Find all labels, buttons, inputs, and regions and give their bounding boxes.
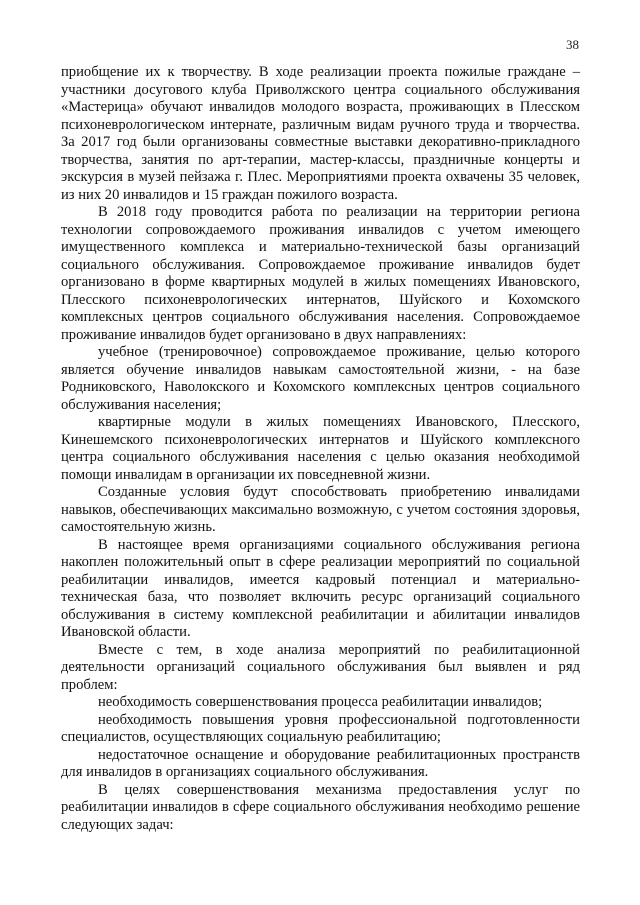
paragraph-supported-living-2018: В 2018 году проводится работа по реализации на территории региона технологии сопровождаемого проживания инвалидов с учетом имеющего имущественного комплекса и материально-технической базы организаций социального обслуживания. Сопровождаемое проживание инвалидов будет организовано в форме квартирных модулей в жилых помещениях Ивановского, Плесского психоневрологических интернатов, Шуйского и Кохомского комплексных центров социального обслуживания населения. Сопровождаемое проживание инвалидов будет организовано в двух направлениях: [61, 204, 580, 343]
paragraph-tasks-intro: В целях совершенствования механизма предоставления услуг по реабилитации инвалидов в сфере социального обслуживания необходимо решение следующих задач: [61, 781, 580, 833]
paragraph-apartment-modules: квартирные модули в жилых помещениях Ивановского, Плесского, Кинешемского психоневрологических интернатов и Шуйского комплексного центра социального обслуживания населения с целью оказания необходимой помощи инвалидам в организации их повседневной жизни. [61, 414, 580, 483]
document-body [61, 64, 580, 834]
paragraph-project-continuation: приобщение их к творчеству. В ходе реализации проекта пожилые граждане – участники досугового клуба Приволжского центра социального обслуживания «Мастерица» обучают инвалидов молодого возраста, проживающих в Плесском психоневрологическом интернате, различным видам ручного труда и творчества. За 2017 год были организованы совместные выставки декоративно-прикладного творчества, занятия по арт-терапии, мастер-классы, праздничные концерты и экскурсия в музей пейзажа г. Плес. Мероприятиями проекта охвачены 35 человек, из них 20 инвалидов и 15 граждан пожилого возраста. [61, 64, 580, 203]
paragraph-created-conditions: Созданные условия будут способствовать приобретению инвалидами навыков, обеспечивающих максимально возможную, с учетом состояния здоровья, самостоятельную жизнь. [61, 484, 580, 535]
page-number: 38 [566, 37, 579, 52]
paragraph-problems-intro: Вместе с тем, в ходе анализа мероприятий по реабилитационной деятельности организаций социального обслуживания был выявлен и ряд проблем: [61, 641, 580, 693]
paragraph-problem-staff-training: необходимость повышения уровня профессиональной подготовленности специалистов, осуществляющих социальную реабилитацию; [61, 711, 580, 745]
paragraph-training-living: учебное (тренировочное) сопровождаемое проживание, целью которого является обучение инвалидов навыкам самостоятельной жизни, - на базе Родниковского, Наволокского и Кохомского комплексных центров социального обслуживания населения; [61, 344, 580, 413]
paragraph-current-experience: В настоящее время организациями социального обслуживания региона накоплен положительный опыт в сфере реализации мероприятий по социальной реабилитации инвалидов, имеется кадровый потенциал и материально-техническая база, что позволяет включить ресурс организаций социального обслуживания в систему комплексной реабилитации и абилитации инвалидов Ивановской области. [61, 536, 580, 640]
paragraph-problem-equipment: недостаточное оснащение и оборудование реабилитационных пространств для инвалидов в организациях социального обслуживания. [61, 746, 580, 780]
paragraph-problem-rehabilitation-process: необходимость совершенствования процесса реабилитации инвалидов; [98, 694, 543, 710]
